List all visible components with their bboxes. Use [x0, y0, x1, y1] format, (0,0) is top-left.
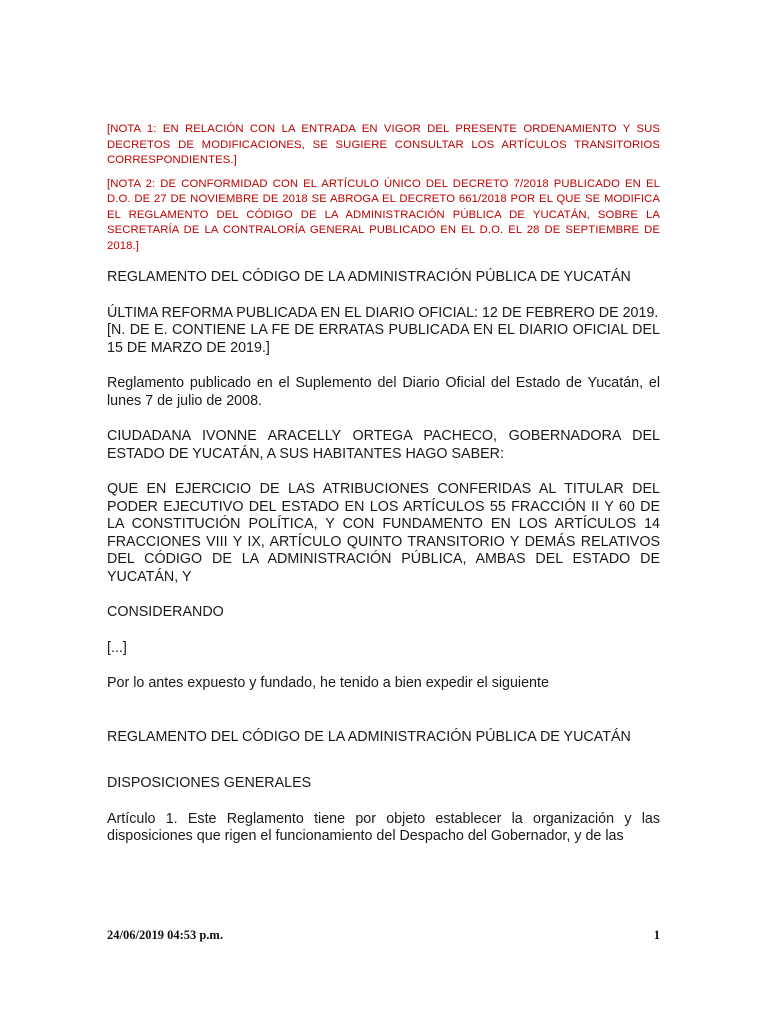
regulation-title: REGLAMENTO DEL CÓDIGO DE LA ADMINISTRACIÓN PÚBLICA DE YUCATÁN	[107, 728, 631, 745]
issuance-statement: Por lo antes expuesto y fundado, he tenido a bien expedir el siguiente	[107, 675, 549, 691]
attributions-paragraph: QUE EN EJERCICIO DE LAS ATRIBUCIONES CONFERIDAS AL TITULAR DEL PODER EJECUTIVO DEL ESTADO EN LOS ARTÍCULOS 55 FRACCIÓN II Y 60 DE LA CONSTITUCIÓN POLÍTICA, Y CON FUNDAMENTO EN LOS ARTÍCULOS 14 FRACCIONES VIII Y IX, ARTÍCULO QUINTO TRANSITORIO Y DEMÁS RELATIVOS DEL CÓDIGO DE LA ADMINISTRACIÓN PÚBLICA, AMBAS DEL ESTADO DE YUCATÁN, Y	[107, 481, 660, 585]
document-page	[107, 122, 660, 846]
governor-announcement: CIUDADANA IVONNE ARACELLY ORTEGA PACHECO, GOBERNADORA DEL ESTADO DE YUCATÁN, A SUS HABITANTES HAGO SABER:	[107, 428, 660, 462]
omitted-text-marker: [...]	[107, 639, 127, 656]
section-heading: DISPOSICIONES GENERALES	[107, 775, 312, 791]
considering-heading: CONSIDERANDO	[107, 604, 224, 620]
note-2: [NOTA 2: DE CONFORMIDAD CON EL ARTÍCULO ÚNICO DEL DECRETO 7/2018 PUBLICADO EN EL D.O. DE 27 DE NOVIEMBRE DE 2018 SE ABROGA EL DECRETO 661/2018 POR EL QUE SE MODIFICA EL REGLAMENTO DEL CÓDIGO DE LA ADMINISTRACIÓN PÚBLICA DE YUCATÁN, SOBRE LA SECRETARÍA DE LA CONTRALORÍA GENERAL PUBLICADO EN EL D.O. EL 28 DE SEPTIEMBRE DE 2018.]	[107, 177, 660, 252]
errata-notice: [N. DE E. CONTIENE LA FE DE ERRATAS PUBLICADA EN EL DIARIO OFICIAL DEL 15 DE MARZO DE 2019.]	[107, 322, 660, 356]
document-title: REGLAMENTO DEL CÓDIGO DE LA ADMINISTRACIÓN PÚBLICA DE YUCATÁN	[107, 269, 631, 285]
note-1: [NOTA 1: EN RELACIÓN CON LA ENTRADA EN VIGOR DEL PRESENTE ORDENAMIENTO Y SUS DECRETOS DE MODIFICACIONES, SE SUGIERE CONSULTAR LOS ARTÍCULOS TRANSITORIOS CORRESPONDIENTES.]	[107, 123, 660, 166]
article-1-text: Artículo 1. Este Reglamento tiene por objeto establecer la organización y las disposiciones que rigen el funcionamiento del Despacho del Gobernador, y de las	[107, 810, 660, 844]
publication-info: Reglamento publicado en el Suplemento del Diario Oficial del Estado de Yucatán, el lunes 7 de julio de 2008.	[107, 375, 660, 409]
footer-timestamp: 24/06/2019 04:53 p.m.	[107, 928, 223, 942]
page-number: 1	[653, 928, 660, 942]
last-reform-notice: ÚLTIMA REFORMA PUBLICADA EN EL DIARIO OFICIAL: 12 DE FEBRERO DE 2019.	[107, 304, 659, 321]
